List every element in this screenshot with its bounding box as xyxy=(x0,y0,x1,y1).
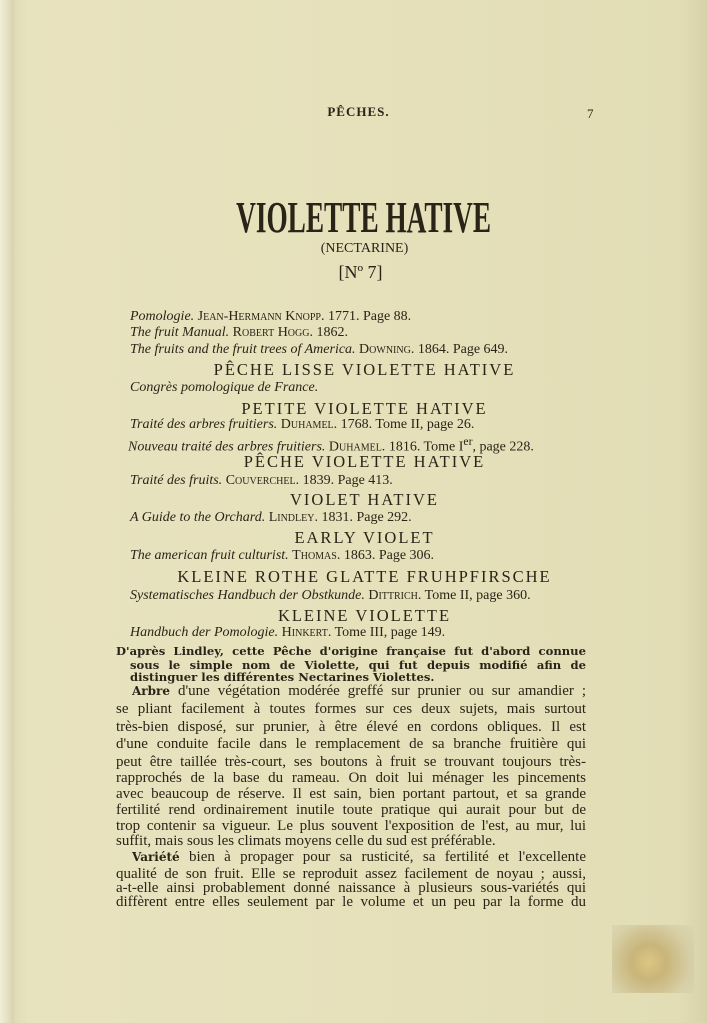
ref-author: Thomas. xyxy=(292,548,341,563)
ref-detail: 1816. Tome I xyxy=(388,439,464,455)
synonym-heading: KLEINE ROTHE GLATTE FRUHPFIRSCHE xyxy=(177,567,552,586)
body-line: d'une conduite facile dans le remplacement de sa branche fruitière qui xyxy=(116,736,586,752)
ref-detail: Tome II, page 360. xyxy=(424,588,531,603)
lead-word-arbre: Arbre xyxy=(132,684,170,698)
body-line: trop contenir sa vigueur. Le plus souvent l'exposition de l'est, au mur, lui xyxy=(116,818,586,834)
ref-detail: Tome III, page 149. xyxy=(334,625,446,640)
body-line: qualité de son fruit. Elle se reproduit assez facilement de noyau ; aussi, xyxy=(116,866,586,882)
body-line: peut être taillée très-court, ses boutons à fruit se trouvant toujours très- xyxy=(116,754,586,770)
body-line xyxy=(116,849,586,866)
reference xyxy=(130,380,318,396)
page-number: 7 xyxy=(587,106,594,121)
reference xyxy=(130,510,412,526)
body-line: a-t-elle ainsi probablement donné naissance à plusieurs sous-variétés qui xyxy=(116,880,586,896)
ref-superscript: er xyxy=(463,435,473,448)
body-text: bien à propager pour sa rusticité, sa fertilité et l'excellente xyxy=(179,849,586,865)
ref-title: The american fruit culturist. xyxy=(130,548,289,563)
ref-title: A Guide to the Orchard. xyxy=(130,510,266,525)
body-line: rapprochés de la base du rameau. On doit lui ménager les pincements xyxy=(116,770,586,786)
notice-line: distinguer les différentes Nectarines Violettes. xyxy=(130,670,435,684)
ref-author: Robert Hogg. xyxy=(232,325,313,340)
ref-author: Downing. xyxy=(359,342,415,357)
ref-detail: 1768. Tome II, page 26. xyxy=(340,417,475,432)
page-title xyxy=(0,192,707,243)
ref-detail: 1839. Page 413. xyxy=(302,473,393,488)
notice-line: sous le simple nom de Violette, qui fut depuis modifié afin de xyxy=(130,658,586,672)
ref-title: Nouveau traité des arbres fruitiers. xyxy=(128,439,326,455)
synonym-heading: PÊCHE LISSE VIOLETTE HATIVE xyxy=(213,360,516,379)
ref-detail: 1831. Page 292. xyxy=(321,510,412,525)
subtitle: (NECTARINE) xyxy=(320,241,409,256)
reference xyxy=(130,588,531,604)
synonym-heading: PÊCHE VIOLETTE HATIVE xyxy=(243,452,486,471)
body-line xyxy=(116,683,586,700)
ref-detail: , page 228. xyxy=(472,439,534,455)
ref-author: Jean-Hermann Knopp. xyxy=(197,309,325,324)
ref-title: Systematisches Handbuch der Obstkunde. xyxy=(130,588,365,603)
body-line: suffit, mais sous les climats moyens celle du sud est préférable. xyxy=(116,833,496,849)
ref-detail: 1863. Page 306. xyxy=(343,548,435,563)
ref-author: Dittrich. xyxy=(368,588,422,603)
ref-title: The fruit Manual. xyxy=(130,325,230,340)
running-head: PÊCHES. xyxy=(327,104,390,119)
reference xyxy=(130,309,411,325)
bleed-through-illustration xyxy=(612,925,694,993)
ref-detail: 1862. xyxy=(316,325,348,340)
reference xyxy=(130,342,508,358)
page-gutter xyxy=(0,0,14,1023)
ref-author: Duhamel. xyxy=(280,417,338,432)
ref-title: The fruits and the fruit trees of America. xyxy=(130,342,356,357)
reference xyxy=(130,625,445,641)
body-line: se pliant facilement à toutes formes sur ces deux sujets, mais surtout xyxy=(116,701,586,717)
page-title-text: VIOLETTE HATIVE xyxy=(236,193,491,242)
reference xyxy=(130,548,434,564)
body-line: très-bien disposé, sur prunier, à être élevé en cordons obliques. Il est xyxy=(116,719,586,735)
ref-title: Handbuch der Pomologie. xyxy=(130,625,279,640)
body-line: avec beaucoup de réserve. Il est sain, bien portant partout, et sa grande xyxy=(116,786,586,802)
notice-line: D'après Lindley, cette Pêche d'origine française fut d'abord connue xyxy=(116,644,586,658)
ref-author: Couverchel. xyxy=(225,473,300,488)
body-line: fertilité rend ordinairement inutile toute pratique qui aurait pour but de xyxy=(116,802,586,818)
synonym-heading: KLEINE VIOLETTE xyxy=(277,606,452,625)
reference xyxy=(130,417,474,433)
synonym-heading: PETITE VIOLETTE HATIVE xyxy=(241,399,488,418)
synonym-heading: EARLY VIOLET xyxy=(294,528,435,547)
ref-detail: 1771. Page 88. xyxy=(327,309,412,324)
ref-author: Lindley. xyxy=(268,510,318,525)
body-line: diffèrent entre elles seulement par le volume et un peu par la forme du xyxy=(116,894,586,910)
ref-author: Hinkert. xyxy=(281,625,332,640)
reference xyxy=(130,325,348,341)
ref-title: Traité des arbres fruitiers. xyxy=(130,417,278,432)
ref-title: Pomologie. xyxy=(130,309,195,324)
ref-author: Duhamel. xyxy=(328,439,386,455)
lead-word-variete: Variété xyxy=(132,850,180,864)
variety-number: [Nº 7] xyxy=(338,262,383,282)
synonym-heading: VIOLET HATIVE xyxy=(290,490,439,509)
reference xyxy=(130,473,393,489)
ref-detail: 1864. Page 649. xyxy=(417,342,509,357)
body-text: d'une végétation modérée greffé sur prunier ou sur amandier ; xyxy=(169,683,586,699)
ref-title: Traité des fruits. xyxy=(130,473,223,488)
ref-title: Congrès pomologique de France. xyxy=(130,380,319,395)
